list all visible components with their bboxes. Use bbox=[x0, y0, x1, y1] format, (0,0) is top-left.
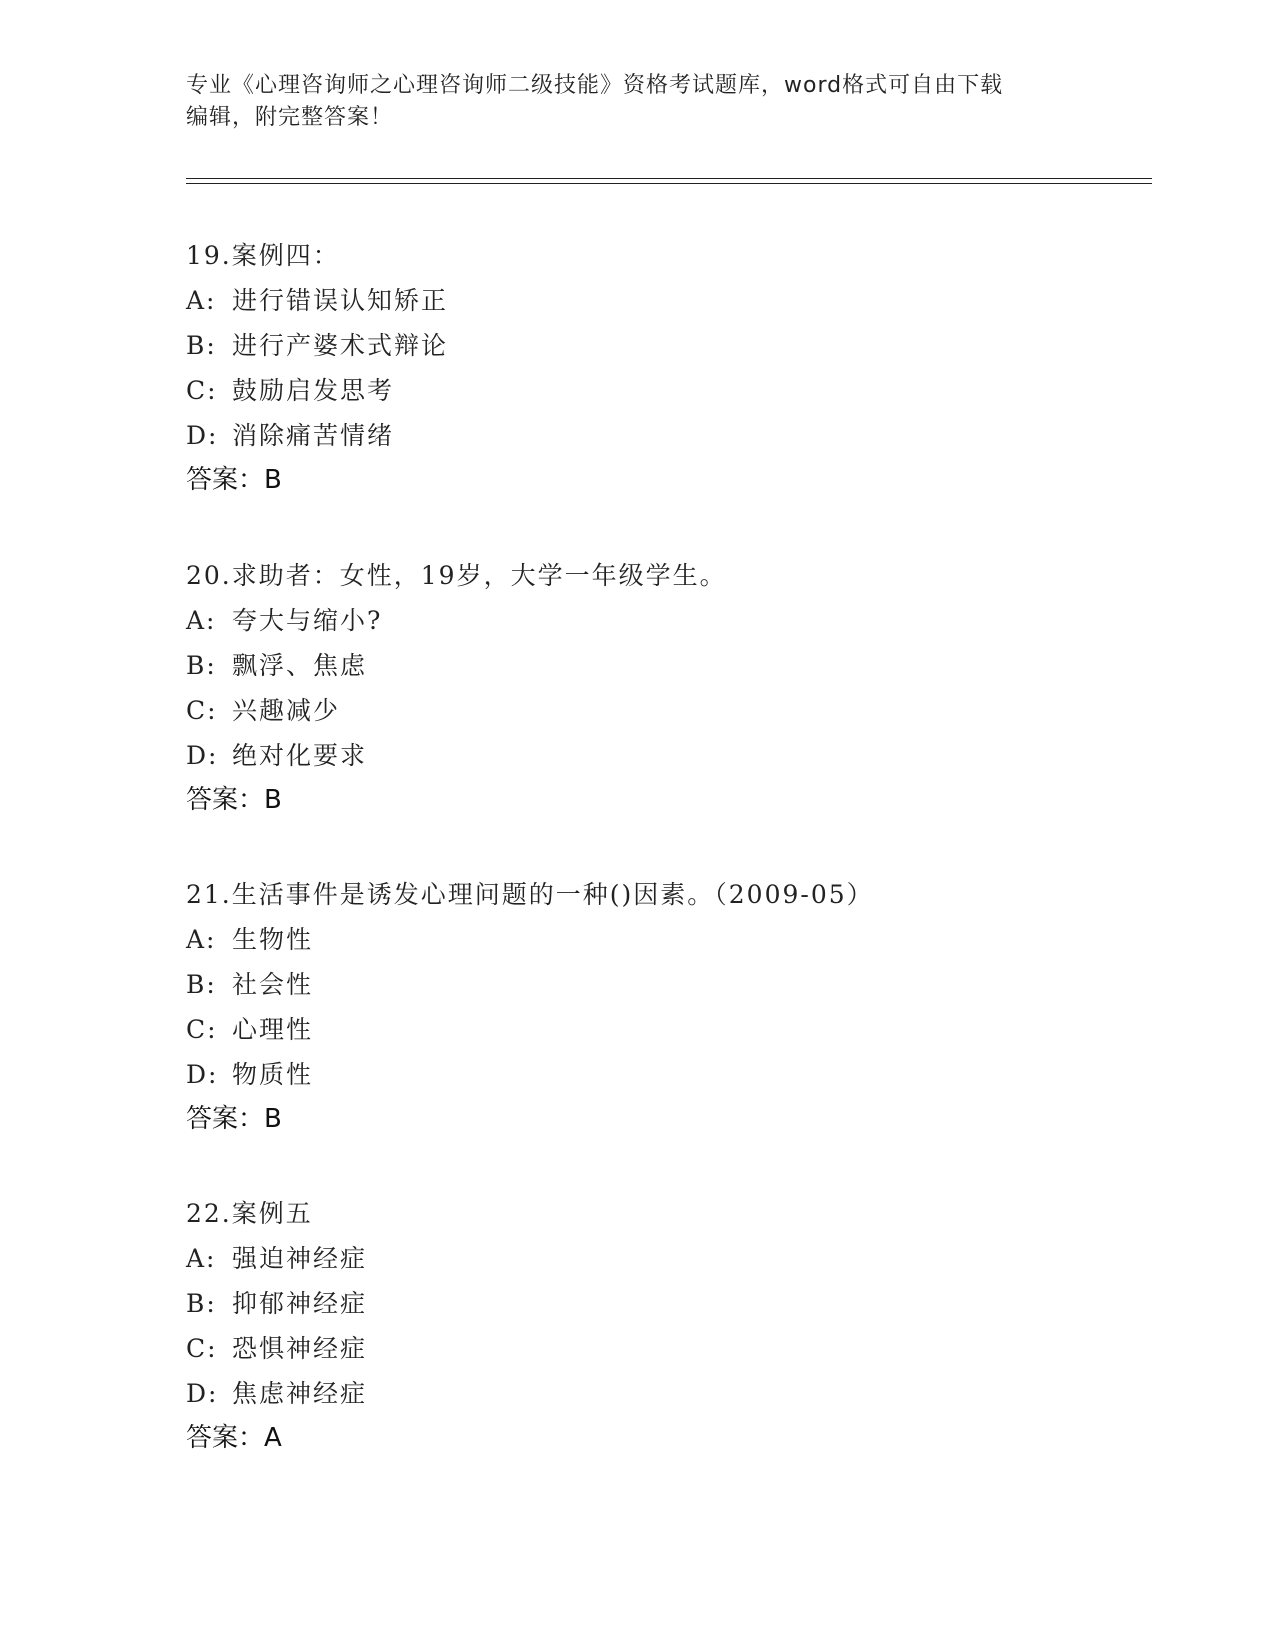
question-20 bbox=[186, 553, 1146, 823]
option-letter: C: bbox=[186, 1015, 218, 1044]
header-divider-bottom bbox=[186, 183, 1152, 184]
option-letter: A: bbox=[186, 606, 217, 635]
header-line-1: 专业《心理咨询师之心理咨询师二级技能》资格考试题库，word格式可自由下载 bbox=[186, 73, 1004, 98]
question-19 bbox=[186, 233, 1146, 503]
option-a bbox=[186, 1236, 1146, 1281]
question-21 bbox=[186, 872, 1146, 1142]
option-letter: A: bbox=[186, 286, 217, 315]
header-line-2: 编辑，附完整答案！ bbox=[186, 105, 394, 130]
option-d bbox=[186, 1052, 1146, 1097]
option-text: 心理性 bbox=[232, 1015, 314, 1044]
option-b bbox=[186, 323, 1146, 368]
option-letter: C: bbox=[186, 376, 218, 405]
option-text: 焦虑神经症 bbox=[232, 1379, 368, 1408]
option-text: 强迫神经症 bbox=[232, 1244, 368, 1273]
option-text: 绝对化要求 bbox=[232, 741, 368, 770]
option-b bbox=[186, 962, 1146, 1007]
option-d bbox=[186, 413, 1146, 458]
option-letter: C: bbox=[186, 696, 218, 725]
option-text: 社会性 bbox=[232, 970, 314, 999]
option-letter: B: bbox=[186, 651, 217, 680]
answer: 答案：A bbox=[186, 1423, 282, 1453]
question-stem: 19.案例四： bbox=[186, 241, 340, 270]
option-c bbox=[186, 1007, 1146, 1052]
option-letter: A: bbox=[186, 1244, 217, 1273]
option-text: 抑郁神经症 bbox=[232, 1289, 368, 1318]
question-stem: 20.求助者：女性，19岁，大学一年级学生。 bbox=[186, 561, 727, 590]
header-divider-top bbox=[186, 178, 1152, 179]
option-c bbox=[186, 368, 1146, 413]
question-stem: 21.生活事件是诱发心理问题的一种()因素。（2009-05） bbox=[186, 880, 874, 909]
option-a bbox=[186, 917, 1146, 962]
option-text: 进行产婆术式辩论 bbox=[232, 331, 449, 360]
option-d bbox=[186, 1371, 1146, 1416]
option-text: 生物性 bbox=[232, 925, 314, 954]
option-d bbox=[186, 733, 1146, 778]
option-letter: B: bbox=[186, 970, 217, 999]
option-text: 兴趣减少 bbox=[232, 696, 341, 725]
option-c bbox=[186, 1326, 1146, 1371]
document-header bbox=[186, 70, 1066, 134]
option-a bbox=[186, 278, 1146, 323]
option-text: 夸大与缩小? bbox=[232, 606, 383, 635]
option-letter: D: bbox=[186, 1379, 219, 1408]
option-text: 恐惧神经症 bbox=[232, 1334, 368, 1363]
answer: 答案：B bbox=[186, 465, 282, 495]
option-text: 飘浮、焦虑 bbox=[232, 651, 368, 680]
option-letter: D: bbox=[186, 421, 219, 450]
option-text: 物质性 bbox=[232, 1060, 314, 1089]
option-text: 鼓励启发思考 bbox=[232, 376, 395, 405]
option-a bbox=[186, 598, 1146, 643]
option-b bbox=[186, 643, 1146, 688]
question-stem: 22.案例五 bbox=[186, 1199, 313, 1228]
option-text: 消除痛苦情绪 bbox=[232, 421, 395, 450]
answer: 答案：B bbox=[186, 785, 282, 815]
option-letter: D: bbox=[186, 1060, 219, 1089]
option-letter: C: bbox=[186, 1334, 218, 1363]
option-letter: A: bbox=[186, 925, 217, 954]
option-letter: D: bbox=[186, 741, 219, 770]
answer: 答案：B bbox=[186, 1104, 282, 1134]
question-22 bbox=[186, 1191, 1146, 1461]
option-letter: B: bbox=[186, 1289, 217, 1318]
option-letter: B: bbox=[186, 331, 217, 360]
option-b bbox=[186, 1281, 1146, 1326]
option-c bbox=[186, 688, 1146, 733]
option-text: 进行错误认知矫正 bbox=[232, 286, 449, 315]
